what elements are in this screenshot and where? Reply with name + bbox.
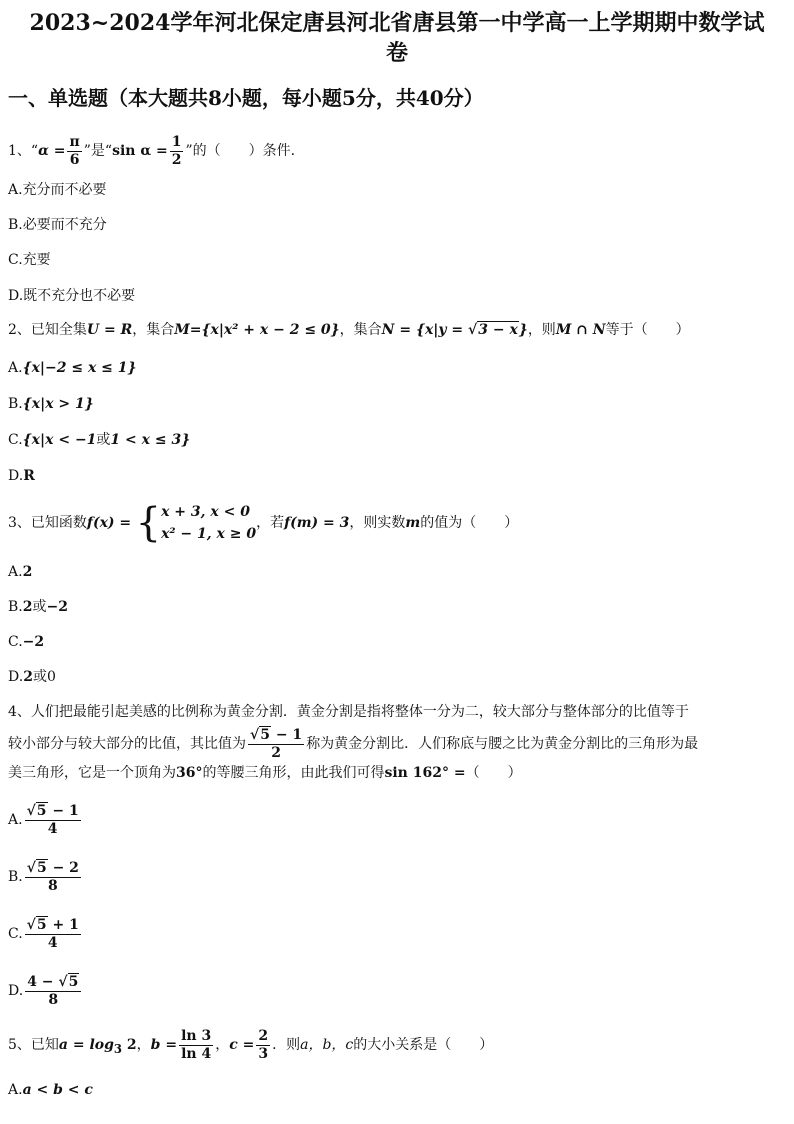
q4-option-c: C. $\frac{√5 + 1}{4}$	[8, 916, 79, 951]
question-4-line-2: 较小部分与较大部分的比值，其比值为 $\frac{√5 - 1}{2}$ 称为黄金分割比．人们称底与腰之比为黄金分割比的三角形为最	[8, 726, 699, 761]
q4-option-a: A. $\frac{√5 - 1}{4}$	[8, 802, 79, 837]
question-2: 2、已知全集U = R，集合M={x|x² + x − 2 ≤ 0}，集合N = {x|y = √3 − x}，则M ∩ N等于（ ）	[8, 322, 690, 338]
q1-number: 1、	[8, 143, 31, 159]
q1-option-b: B.必要而不充分	[8, 217, 107, 233]
q4-option-d: D. $\frac{4 - √5}{8}$	[8, 971, 83, 1011]
question-1: 1、“α = $\frac{\pi}{6}$ ”是“sin α = $\frac{1}{2}$ ”的（ ）条件.	[8, 133, 296, 168]
q3-option-d: D.2或0	[8, 669, 56, 685]
q3-option-a: A.2	[8, 564, 33, 580]
q4-option-b: B. $\frac{√5 - 2}{8}$	[8, 859, 79, 894]
title-line-1: 2023~2024学年河北保定唐县河北省唐县第一中学高一上学期期中数学试	[29, 10, 765, 36]
question-4-line-3: 美三角形，它是一个顶角为36°的等腰三角形，由此我们可得sin 162° =（ ）	[8, 765, 522, 781]
q1-option-c: C.充要	[8, 252, 51, 268]
q2-number: 2、	[8, 322, 31, 338]
document-title	[0, 8, 794, 68]
q1-option-a: A.充分而不必要	[8, 182, 107, 198]
q1-option-d: D.既不充分也不必要	[8, 288, 136, 304]
q2-option-a: A.{x|−2 ≤ x ≤ 1}	[8, 360, 137, 376]
q1-fraction-pi-6: $\frac{\pi}{6}$	[69, 133, 80, 168]
q3-option-c: C.−2	[8, 634, 45, 650]
q5-option-a: A.a < b < c	[8, 1082, 93, 1098]
q3-piecewise: { x + 3, x < 0 x² − 1, x ≥ 0	[135, 500, 257, 546]
question-3: 3、已知函数f(x) = { x + 3, x < 0 x² − 1, x ≥ 0 ，若f(m) = 3，则实数m的值为（ ）	[8, 500, 519, 546]
q5-number: 5、	[8, 1037, 31, 1053]
title-line-2: 卷	[385, 40, 408, 66]
q2-option-b: B.{x|x > 1}	[8, 396, 94, 412]
q1-fraction-1-2: $\frac{1}{2}$	[171, 133, 182, 168]
question-5: 5、已知$a = \log_3 2$，b = $\frac{\ln 3}{\ln 4}$ ，c = $\frac{2}{3}$ ．则a，b，c的大小关系是（ ）	[8, 1027, 494, 1062]
section-heading: 一、单选题（本大题共8小题，每小题5分，共40分）	[8, 86, 484, 110]
q3-number: 3、	[8, 515, 31, 531]
q2-option-d: D.R	[8, 468, 35, 484]
question-4-line-1: 4、人们把最能引起美感的比例称为黄金分割．黄金分割是指将整体一分为二，较大部分与整体部分的比值等于	[8, 704, 689, 720]
q2-option-c: C.{x|x < −1或1 < x ≤ 3}	[8, 432, 191, 448]
q4-number: 4、	[8, 704, 31, 720]
q4-golden-ratio: $\frac{√5 - 1}{2}$	[250, 726, 303, 761]
q3-option-b: B.2或−2	[8, 599, 68, 615]
